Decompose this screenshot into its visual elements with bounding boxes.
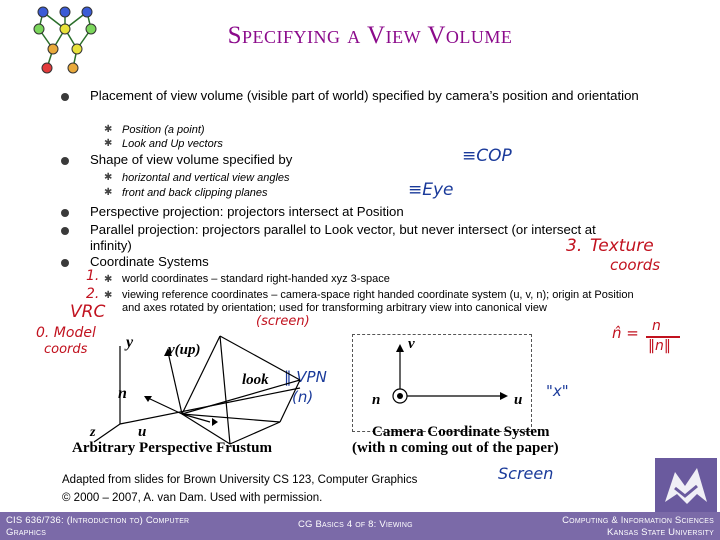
sub-bullet-icon: ✱ [104,290,113,301]
camera-label-v: v [408,336,415,352]
camera-axes-diagram [352,334,532,434]
camera-label-n: n [372,392,381,408]
frustum-caption: Arbitrary Perspective Frustum [72,440,272,456]
sub-bullet-viewing-coords: viewing reference coordinates – camera-space right handed coordinate system (u, v, n); origin at Position and axes rotated by orientation; used for transforming arbitrary view into canonical view [122,289,634,314]
annotation-nv-top: n [652,318,661,334]
annotation-cop: ≡COP [462,146,512,166]
sub-bullet-look-up: Look and Up vectors [122,138,223,150]
annotation-ux: "x" [546,382,569,400]
sub-bullet-icon: ✱ [104,172,113,183]
footer-dept-2: Kansas State University [607,527,714,538]
bullet-dot [61,93,69,101]
annotation-vrc: VRC [70,302,106,322]
frustum-label-look: look [242,372,269,388]
sub-bullet-icon: ✱ [104,274,113,285]
bullet-shape: Shape of view volume specified by [90,152,293,167]
bullet-parallel: Parallel projection: projectors parallel to Look vector, but never intersect (or intersect at infinity) [90,222,596,253]
slide-title: Specifying a View Volume [227,22,513,49]
annotation-model: 0. Model [36,325,96,341]
sub-bullet-position: Position (a point) [122,124,205,136]
bullet-placement: Placement of view volume (visible part of world) specified by camera’s position and orientation [90,88,639,103]
annotation-eye: ≡Eye [408,180,454,200]
sub-bullet-icon: ✱ [104,138,113,149]
sub-bullet-view-angles: horizontal and vertical view angles [122,172,290,184]
frustum-diagram [60,318,330,458]
footer-dept-1: Computing & Information Sciences [562,515,714,526]
graph-logo-icon [25,4,105,76]
annotation-texture: Texture [590,236,654,256]
footer-lecture: CG Basics 4 of 8: Viewing [298,519,413,530]
frustum-label-y: y [126,334,134,351]
sub-bullet-world-coords: world coordinates – standard right-handed xyz 3-space [122,273,390,285]
sub-bullet-icon: ✱ [104,187,113,198]
camera-caption-2: (with n coming out of the paper) [352,440,559,456]
camera-caption-1: Camera Coordinate System [372,424,550,440]
annotation-texture-num: 3. [566,236,583,256]
annotation-vpn-n: (n) [292,388,314,406]
frustum-label-z: z [90,425,96,440]
annotation-screen-paren: (screen) [256,314,310,329]
annotation-nv-bot: ‖n‖ [648,338,671,354]
annotation-nv: n̂ = [612,324,639,342]
frustum-label-n: n [118,385,127,402]
bullet-dot [61,157,69,165]
annotation-coords: coords [610,256,661,274]
kstate-logo-icon [655,458,717,514]
sub-bullet-clipping: front and back clipping planes [122,187,268,199]
camera-label-u: u [514,392,523,408]
annotation-model-coords: coords [44,342,88,357]
frustum-label-u: u [138,424,147,440]
footer-course-2: Graphics [6,527,47,538]
footer-course-1: CIS 636/736: (Introduction to) Computer [6,515,190,526]
sub-bullet-icon: ✱ [104,124,113,135]
frustum-label-v: v(up) [168,342,201,358]
annotation-num2: 2. [86,286,100,302]
bullet-dot [61,227,69,235]
bullet-dot [61,259,69,267]
annotation-num1: 1. [86,268,100,284]
bullet-perspective: Perspective projection: projectors intersect at Position [90,204,404,219]
credit-line-2: © 2000 – 2007, A. van Dam. Used with permission. [62,492,323,504]
bullet-coordinate-systems: Coordinate Systems [90,254,209,269]
bullet-dot [61,209,69,217]
annotation-vpn: ‖ VPN [284,368,327,386]
annotation-screen: Screen [498,464,554,483]
credit-line-1: Adapted from slides for Brown University CS 123, Computer Graphics [62,474,418,486]
